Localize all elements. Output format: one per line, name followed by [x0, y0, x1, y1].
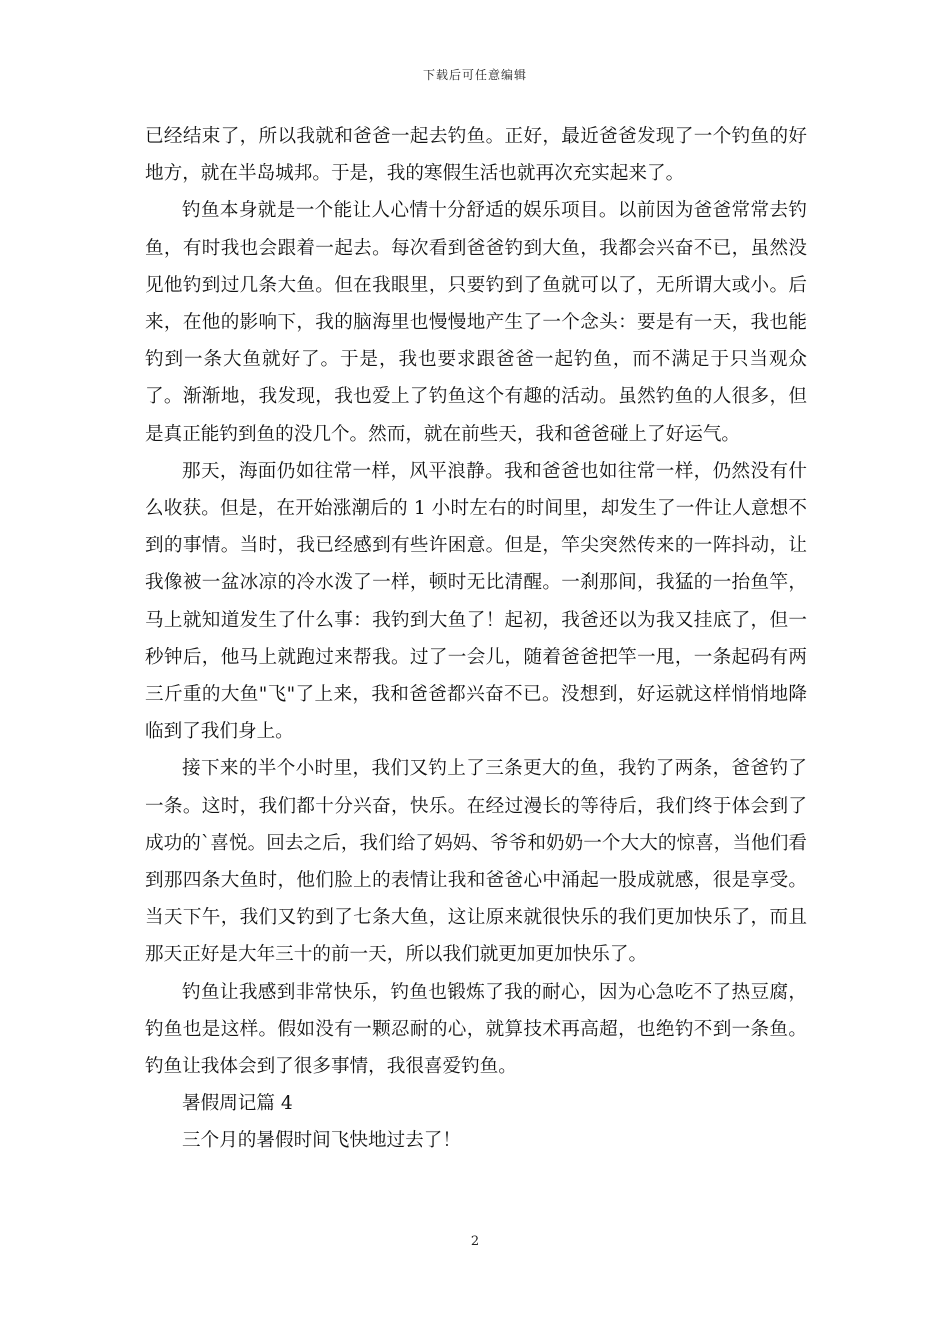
paragraph-5: 钓鱼让我感到非常快乐，钓鱼也锻炼了我的耐心，因为心急吃不了热豆腐，钓鱼也是这样。假如没有一颗忍耐的心，就算技术再高超，也绝钓不到一条鱼。钓鱼让我体会到了很多事情，我很喜爱钓鱼。: [145, 981, 807, 1078]
paragraph-6: 三个月的暑假时间飞快地过去了！: [182, 1130, 461, 1152]
paragraph-3: 那天，海面仍如往常一样，风平浪静。我和爸爸也如往常一样，仍然没有什么收获。但是，在开始涨潮后的 1 小时左右的时间里，却发生了一件让人意想不到的事情。当时，我已经感到有些许困意。但是，竿尖突然传来的一阵抖动，让我像被一盆冰凉的冷水泼了一样，顿时无比清醒。一刹那间，我猛的一抬鱼竿，马上就知道发生了什么事：我钓到大鱼了！起初，我爸还以为我又挂底了，但一秒钟后，他马上就跑过来帮我。过了一会儿，随着爸爸把竿一甩，一条起码有两三斤重的大鱼"飞"了上来，我和爸爸都兴奋不已。没想到，好运就这样悄悄地降临到了我们身上。: [145, 460, 807, 743]
page-header: 下载后可任意编辑: [422, 68, 527, 82]
paragraph-2: 钓鱼本身就是一个能让人心情十分舒适的娱乐项目。以前因为爸爸常常去钓鱼，有时我也会跟着一起去。每次看到爸爸钓到大鱼，我都会兴奋不已，虽然没见他钓到过几条大鱼。但在我眼里，只要钓到了鱼就可以了，无所谓大或小。后来，在他的影响下，我的脑海里也慢慢地产生了一个念头：要是有一天，我也能钓到一条大鱼就好了。于是，我也要求跟爸爸一起钓鱼，而不满足于只当观众了。渐渐地，我发现，我也爱上了钓鱼这个有趣的活动。虽然钓鱼的人很多，但是真正能钓到鱼的没几个。然而，就在前些天，我和爸爸碰上了好运气。: [145, 200, 807, 445]
paragraph-1: 已经结束了，所以我就和爸爸一起去钓鱼。正好，最近爸爸发现了一个钓鱼的好地方，就在半岛城邦。于是，我的寒假生活也就再次充实起来了。: [145, 126, 807, 185]
section-heading: 暑假周记篇 4: [182, 1093, 293, 1115]
paragraph-4: 接下来的半个小时里，我们又钓上了三条更大的鱼，我钓了两条，爸爸钓了一条。这时，我们都十分兴奋，快乐。在经过漫长的等待后，我们终于体会到了成功的`喜悦。回去之后，我们给了妈妈、爷爷和奶奶一个大大的惊喜，当他们看到那四条大鱼时，他们脸上的表情让我和爸爸心中涌起一股成就感，很是享受。当天下午，我们又钓到了七条大鱼，这让原来就很快乐的我们更加快乐了，而且那天正好是大年三十的前一天，所以我们就更加更加快乐了。: [145, 758, 807, 966]
document-body: [145, 118, 807, 1160]
page-number: 2: [470, 1234, 480, 1249]
